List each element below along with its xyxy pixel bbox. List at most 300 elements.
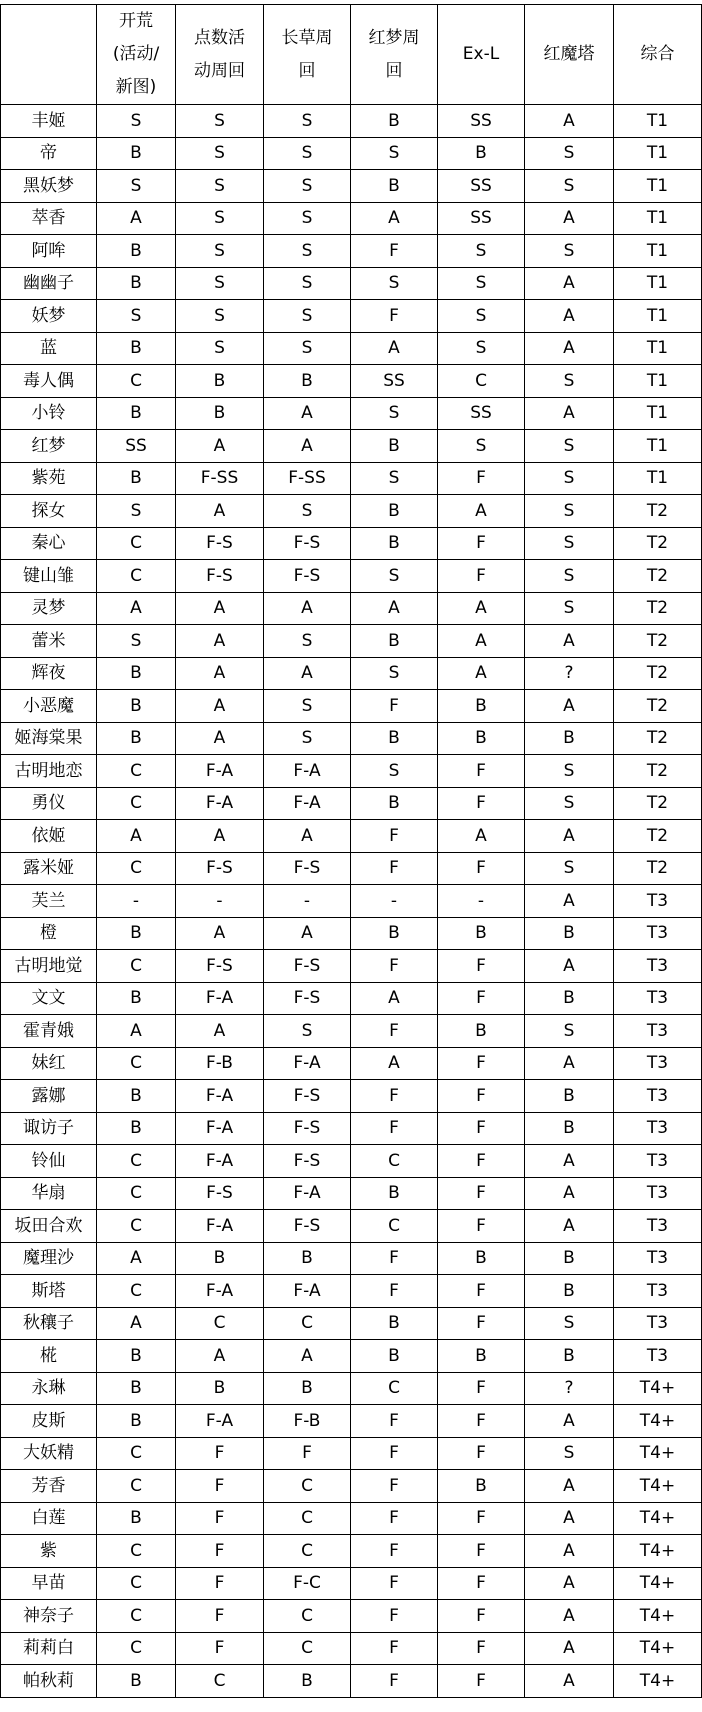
rating-cell: F-A: [176, 1112, 264, 1145]
rating-cell: F: [438, 1600, 525, 1633]
rating-cell: S: [176, 105, 264, 138]
rating-cell: F: [438, 755, 525, 788]
rating-cell: A: [438, 592, 525, 625]
table-row: [1, 1502, 702, 1535]
rating-cell: C: [97, 365, 176, 398]
overall-tier-cell: T1: [614, 267, 702, 300]
rating-cell: S: [525, 1307, 614, 1340]
rating-cell: F: [176, 1535, 264, 1568]
table-row: [1, 137, 702, 170]
table-row: [1, 950, 702, 983]
character-name-cell: 早苗: [1, 1567, 97, 1600]
overall-tier-cell: T3: [614, 1340, 702, 1373]
rating-cell: F-A: [176, 1405, 264, 1438]
rating-cell: A: [525, 1145, 614, 1178]
rating-cell: A: [525, 625, 614, 658]
character-name-cell: 小恶魔: [1, 690, 97, 723]
rating-cell: SS: [438, 105, 525, 138]
table-row: [1, 300, 702, 333]
rating-cell: A: [97, 1015, 176, 1048]
overall-tier-cell: T3: [614, 1177, 702, 1210]
table-row: [1, 365, 702, 398]
rating-cell: S: [97, 625, 176, 658]
rating-cell: B: [351, 495, 438, 528]
table-row: [1, 397, 702, 430]
rating-cell: C: [176, 1307, 264, 1340]
character-name-cell: 斯塔: [1, 1275, 97, 1308]
rating-cell: A: [176, 430, 264, 463]
overall-tier-cell: T1: [614, 365, 702, 398]
rating-cell: S: [525, 365, 614, 398]
character-name-cell: 露娜: [1, 1080, 97, 1113]
rating-cell: B: [525, 982, 614, 1015]
rating-cell: B: [264, 1242, 351, 1275]
rating-cell: F: [351, 1470, 438, 1503]
character-name-cell: 萃香: [1, 202, 97, 235]
rating-cell: A: [525, 1502, 614, 1535]
overall-tier-cell: T1: [614, 462, 702, 495]
character-name-cell: 蓝: [1, 332, 97, 365]
rating-cell: B: [97, 462, 176, 495]
rating-cell: F-S: [264, 1210, 351, 1243]
rating-cell: F: [176, 1632, 264, 1665]
rating-cell: B: [176, 1242, 264, 1275]
rating-cell: B: [351, 1340, 438, 1373]
rating-cell: ?: [525, 657, 614, 690]
table-row: [1, 462, 702, 495]
rating-cell: C: [97, 852, 176, 885]
rating-cell: B: [351, 105, 438, 138]
rating-cell: B: [525, 1340, 614, 1373]
table-row: [1, 1047, 702, 1080]
overall-tier-cell: T3: [614, 950, 702, 983]
character-name-cell: 文文: [1, 982, 97, 1015]
rating-cell: B: [525, 1080, 614, 1113]
rating-cell: S: [438, 332, 525, 365]
rating-cell: F: [351, 820, 438, 853]
rating-cell: B: [97, 1080, 176, 1113]
overall-tier-cell: T2: [614, 560, 702, 593]
header-corner-cell: [1, 5, 97, 105]
rating-cell: C: [97, 787, 176, 820]
rating-cell: F-A: [176, 755, 264, 788]
rating-cell: F: [438, 1047, 525, 1080]
column-header-line: 长草周: [281, 27, 333, 48]
rating-cell: S: [97, 170, 176, 203]
rating-cell: F-A: [176, 982, 264, 1015]
rating-cell: C: [176, 1665, 264, 1698]
rating-cell: C: [97, 1210, 176, 1243]
rating-cell: F-S: [264, 1080, 351, 1113]
rating-cell: C: [351, 1210, 438, 1243]
table-row: [1, 690, 702, 723]
rating-cell: A: [525, 202, 614, 235]
overall-tier-cell: T1: [614, 300, 702, 333]
overall-tier-cell: T1: [614, 202, 702, 235]
rating-cell: SS: [438, 170, 525, 203]
rating-cell: F-SS: [176, 462, 264, 495]
rating-cell: A: [351, 1047, 438, 1080]
rating-cell: F: [351, 1080, 438, 1113]
table-row: [1, 1275, 702, 1308]
rating-cell: A: [525, 397, 614, 430]
rating-cell: C: [97, 1470, 176, 1503]
rating-cell: S: [351, 397, 438, 430]
overall-tier-cell: T2: [614, 527, 702, 560]
rating-cell: F: [438, 1145, 525, 1178]
character-name-cell: 丰姬: [1, 105, 97, 138]
column-header: [525, 5, 614, 105]
table-row: [1, 560, 702, 593]
column-header-line: 回: [298, 60, 316, 81]
tier-table: [0, 4, 702, 1698]
rating-cell: F: [438, 982, 525, 1015]
rating-cell: F: [176, 1502, 264, 1535]
rating-cell: A: [525, 820, 614, 853]
overall-tier-cell: T4+: [614, 1502, 702, 1535]
rating-cell: F: [351, 1665, 438, 1698]
rating-cell: B: [97, 1502, 176, 1535]
rating-cell: A: [264, 592, 351, 625]
table-row: [1, 625, 702, 658]
overall-tier-cell: T1: [614, 397, 702, 430]
rating-cell: S: [264, 495, 351, 528]
rating-cell: B: [264, 365, 351, 398]
table-row: [1, 1567, 702, 1600]
overall-tier-cell: T3: [614, 1047, 702, 1080]
rating-cell: C: [351, 1145, 438, 1178]
character-name-cell: 椛: [1, 1340, 97, 1373]
rating-cell: A: [264, 397, 351, 430]
character-name-cell: 古明地恋: [1, 755, 97, 788]
rating-cell: -: [438, 885, 525, 918]
rating-cell: -: [351, 885, 438, 918]
character-name-cell: 小铃: [1, 397, 97, 430]
rating-cell: C: [97, 950, 176, 983]
character-name-cell: 红梦: [1, 430, 97, 463]
column-header-line: (活动/: [112, 44, 160, 64]
rating-cell: A: [264, 1340, 351, 1373]
rating-cell: S: [264, 267, 351, 300]
overall-tier-cell: T2: [614, 787, 702, 820]
rating-cell: -: [176, 885, 264, 918]
table-row: [1, 235, 702, 268]
rating-cell: F: [176, 1437, 264, 1470]
rating-cell: F: [351, 1632, 438, 1665]
rating-cell: S: [525, 430, 614, 463]
character-name-cell: 依姬: [1, 820, 97, 853]
rating-cell: A: [176, 1015, 264, 1048]
rating-cell: F-S: [264, 950, 351, 983]
overall-tier-cell: T2: [614, 690, 702, 723]
character-name-cell: 芳香: [1, 1470, 97, 1503]
rating-cell: F-S: [264, 852, 351, 885]
rating-cell: A: [525, 1632, 614, 1665]
overall-tier-cell: T3: [614, 982, 702, 1015]
rating-cell: S: [525, 137, 614, 170]
rating-cell: A: [351, 982, 438, 1015]
overall-tier-cell: T4+: [614, 1600, 702, 1633]
rating-cell: F-A: [264, 1275, 351, 1308]
table-row: [1, 1015, 702, 1048]
rating-cell: A: [351, 202, 438, 235]
character-name-cell: 勇仪: [1, 787, 97, 820]
rating-cell: S: [525, 462, 614, 495]
table-row: [1, 917, 702, 950]
rating-cell: S: [176, 332, 264, 365]
column-header: [264, 5, 351, 105]
character-name-cell: 键山雏: [1, 560, 97, 593]
table-row: [1, 787, 702, 820]
rating-cell: F: [351, 852, 438, 885]
character-name-cell: 妖梦: [1, 300, 97, 333]
column-header-line: 综合: [640, 44, 675, 64]
rating-cell: B: [97, 137, 176, 170]
rating-cell: B: [97, 982, 176, 1015]
rating-cell: A: [525, 1567, 614, 1600]
overall-tier-cell: T1: [614, 332, 702, 365]
table-row: [1, 1405, 702, 1438]
rating-cell: SS: [97, 430, 176, 463]
rating-cell: B: [97, 1372, 176, 1405]
rating-cell: C: [97, 1275, 176, 1308]
rating-cell: F: [438, 1665, 525, 1698]
overall-tier-cell: T1: [614, 430, 702, 463]
rating-cell: B: [351, 625, 438, 658]
rating-cell: B: [351, 722, 438, 755]
rating-cell: B: [351, 1307, 438, 1340]
rating-cell: F-A: [264, 787, 351, 820]
rating-cell: S: [176, 267, 264, 300]
overall-tier-cell: T4+: [614, 1535, 702, 1568]
rating-cell: A: [525, 1470, 614, 1503]
rating-cell: B: [264, 1665, 351, 1698]
table-row: [1, 1665, 702, 1698]
rating-cell: S: [264, 170, 351, 203]
rating-cell: F: [438, 1210, 525, 1243]
rating-cell: B: [438, 1015, 525, 1048]
table-row: [1, 1177, 702, 1210]
rating-cell: C: [264, 1307, 351, 1340]
rating-cell: C: [97, 1047, 176, 1080]
rating-cell: A: [97, 202, 176, 235]
rating-cell: F-A: [176, 1145, 264, 1178]
rating-cell: F-A: [176, 787, 264, 820]
rating-cell: B: [438, 917, 525, 950]
overall-tier-cell: T4+: [614, 1372, 702, 1405]
rating-cell: B: [97, 332, 176, 365]
rating-cell: S: [525, 1015, 614, 1048]
rating-cell: A: [264, 820, 351, 853]
column-header: [176, 5, 264, 105]
rating-cell: B: [97, 1112, 176, 1145]
rating-cell: S: [264, 202, 351, 235]
rating-cell: F: [438, 1112, 525, 1145]
rating-cell: S: [264, 105, 351, 138]
rating-cell: C: [97, 1145, 176, 1178]
table-row: [1, 105, 702, 138]
overall-tier-cell: T2: [614, 755, 702, 788]
rating-cell: S: [438, 235, 525, 268]
rating-cell: A: [176, 657, 264, 690]
overall-tier-cell: T4+: [614, 1567, 702, 1600]
rating-cell: A: [525, 885, 614, 918]
overall-tier-cell: T3: [614, 1015, 702, 1048]
character-name-cell: 辉夜: [1, 657, 97, 690]
rating-cell: F: [438, 950, 525, 983]
rating-cell: S: [97, 495, 176, 528]
rating-cell: S: [97, 300, 176, 333]
character-name-cell: 白莲: [1, 1502, 97, 1535]
table-row: [1, 1210, 702, 1243]
table-row: [1, 1145, 702, 1178]
rating-cell: S: [525, 1437, 614, 1470]
rating-cell: B: [351, 430, 438, 463]
rating-cell: S: [176, 202, 264, 235]
table-body: [1, 105, 702, 1698]
rating-cell: B: [351, 527, 438, 560]
rating-cell: C: [264, 1535, 351, 1568]
rating-cell: A: [351, 592, 438, 625]
rating-cell: F: [438, 1275, 525, 1308]
table-row: [1, 495, 702, 528]
rating-cell: S: [97, 105, 176, 138]
character-name-cell: 华扇: [1, 1177, 97, 1210]
table-row: [1, 1307, 702, 1340]
rating-cell: S: [176, 235, 264, 268]
rating-cell: S: [264, 332, 351, 365]
rating-cell: F-A: [264, 755, 351, 788]
character-name-cell: 魔理沙: [1, 1242, 97, 1275]
rating-cell: A: [176, 722, 264, 755]
rating-cell: S: [525, 592, 614, 625]
rating-cell: F: [438, 462, 525, 495]
rating-cell: B: [351, 917, 438, 950]
rating-cell: B: [438, 722, 525, 755]
rating-cell: A: [176, 625, 264, 658]
rating-cell: C: [97, 1567, 176, 1600]
rating-cell: S: [264, 235, 351, 268]
rating-cell: F: [176, 1567, 264, 1600]
rating-cell: F-S: [264, 527, 351, 560]
table-row: [1, 1470, 702, 1503]
rating-cell: ?: [525, 1372, 614, 1405]
column-header-line: 开荒: [119, 11, 153, 31]
column-header-line: 回: [385, 60, 403, 81]
character-name-cell: 橙: [1, 917, 97, 950]
rating-cell: F: [351, 1502, 438, 1535]
rating-cell: A: [438, 625, 525, 658]
character-name-cell: 神奈子: [1, 1600, 97, 1633]
character-name-cell: 帕秋莉: [1, 1665, 97, 1698]
rating-cell: S: [176, 137, 264, 170]
character-name-cell: 露米娅: [1, 852, 97, 885]
overall-tier-cell: T3: [614, 917, 702, 950]
rating-cell: A: [176, 820, 264, 853]
character-name-cell: 古明地觉: [1, 950, 97, 983]
rating-cell: A: [525, 1210, 614, 1243]
overall-tier-cell: T1: [614, 235, 702, 268]
overall-tier-cell: T2: [614, 820, 702, 853]
table-row: [1, 722, 702, 755]
rating-cell: A: [176, 592, 264, 625]
rating-cell: B: [97, 1665, 176, 1698]
rating-cell: S: [264, 625, 351, 658]
rating-cell: F: [264, 1437, 351, 1470]
rating-cell: S: [351, 137, 438, 170]
rating-cell: A: [97, 820, 176, 853]
rating-cell: A: [525, 1177, 614, 1210]
table-row: [1, 202, 702, 235]
table-row: [1, 1600, 702, 1633]
rating-cell: S: [525, 852, 614, 885]
rating-cell: S: [264, 690, 351, 723]
rating-cell: B: [351, 1177, 438, 1210]
rating-cell: F: [351, 1112, 438, 1145]
rating-cell: F: [176, 1600, 264, 1633]
rating-cell: B: [97, 722, 176, 755]
character-name-cell: 蕾米: [1, 625, 97, 658]
rating-cell: C: [97, 755, 176, 788]
rating-cell: F: [438, 852, 525, 885]
rating-cell: F: [351, 1275, 438, 1308]
rating-cell: F: [438, 1502, 525, 1535]
rating-cell: F-SS: [264, 462, 351, 495]
rating-cell: S: [351, 462, 438, 495]
character-name-cell: 莉莉白: [1, 1632, 97, 1665]
column-header: [438, 5, 525, 105]
character-name-cell: 帝: [1, 137, 97, 170]
rating-cell: C: [97, 1177, 176, 1210]
character-name-cell: 坂田合欢: [1, 1210, 97, 1243]
rating-cell: B: [438, 1340, 525, 1373]
character-name-cell: 妹红: [1, 1047, 97, 1080]
overall-tier-cell: T3: [614, 1307, 702, 1340]
rating-cell: B: [176, 1372, 264, 1405]
table-row: [1, 982, 702, 1015]
rating-cell: F: [351, 1242, 438, 1275]
rating-cell: B: [176, 365, 264, 398]
character-name-cell: 紫: [1, 1535, 97, 1568]
rating-cell: S: [264, 137, 351, 170]
rating-cell: A: [525, 1665, 614, 1698]
rating-cell: A: [525, 1405, 614, 1438]
rating-cell: C: [97, 1600, 176, 1633]
table-row: [1, 885, 702, 918]
rating-cell: A: [525, 690, 614, 723]
character-name-cell: 霍青娥: [1, 1015, 97, 1048]
rating-cell: A: [438, 657, 525, 690]
table-row: [1, 852, 702, 885]
column-header-line: Ex-L: [462, 44, 500, 64]
rating-cell: S: [525, 560, 614, 593]
rating-cell: F: [438, 787, 525, 820]
rating-cell: C: [264, 1502, 351, 1535]
overall-tier-cell: T4+: [614, 1405, 702, 1438]
rating-cell: SS: [438, 202, 525, 235]
rating-cell: F: [351, 1600, 438, 1633]
character-name-cell: 诹访子: [1, 1112, 97, 1145]
character-name-cell: 秋穰子: [1, 1307, 97, 1340]
table-row: [1, 332, 702, 365]
rating-cell: B: [97, 917, 176, 950]
rating-cell: S: [525, 755, 614, 788]
rating-cell: F: [438, 527, 525, 560]
overall-tier-cell: T3: [614, 1112, 702, 1145]
rating-cell: B: [97, 235, 176, 268]
rating-cell: F-B: [264, 1405, 351, 1438]
rating-cell: A: [525, 267, 614, 300]
